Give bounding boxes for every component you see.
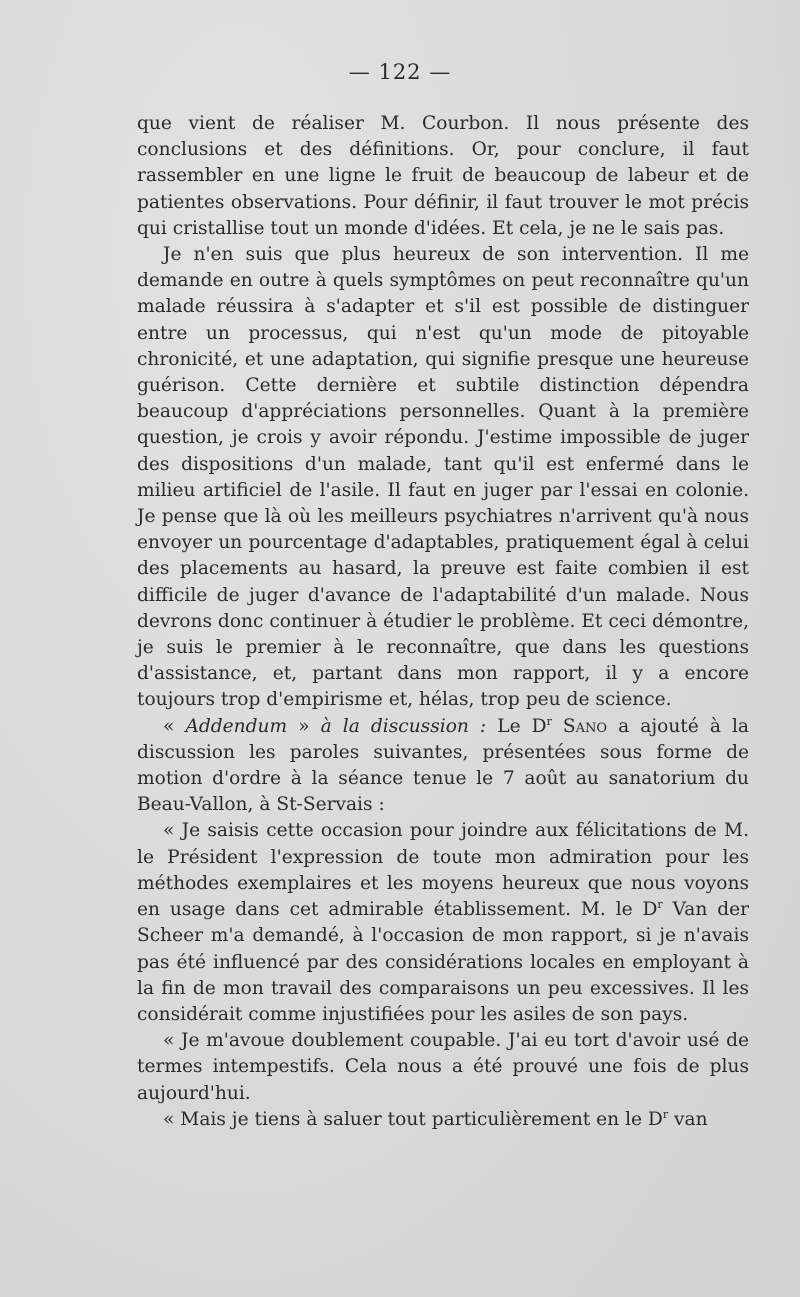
- paragraph-5: « Je m'avoue doublement coupable. J'ai eu tort d'avoir usé de termes intempestifs. Cela nous a été prouvé une fois de plus aujourd'hui.: [137, 1030, 749, 1104]
- paragraph-3-rest: a ajouté à la discussion les paroles suivantes, présentées sous forme de motion d'ordre à la séance tenue le 7 août au sanatorium du Beau-Vallon, à St-Servais :: [137, 715, 749, 816]
- dr-superscript: r: [657, 897, 663, 911]
- paragraph-4: « Je saisis cette occasion pour joindre aux félicitations de M. le Président l'expression de toute mon admiration pour les méthodes exemplaires et les moyens heureux que nous voyons en usage dans cet admirable établissement. M. le $D^r$ Van der Scheer m'a demandé, à l'occasion de mon rapport, si je n'avais pas été influencé par des considérations locales en employant à la fin de mon travail des comparaisons un peu excessives. Il les considérait comme injustifiées pour les asiles de son pays.: [137, 820, 749, 1025]
- dr-superscript: r: [662, 1107, 669, 1121]
- close-quote: »: [287, 715, 321, 737]
- open-quote: «: [163, 715, 186, 737]
- paragraph-2: Je n'en suis que plus heureux de son intervention. Il me demande en outre à quels symptômes on peut reconnaître qu'un malade réussira à s'adapter et s'il est possible de distinguer entre un processus, qui n'est qu'un mode de pitoyable chronicité, et une adaptation, qui signifie presque une heureuse guérison. Cette dernière et subtile distinction dépendra beaucoup d'appréciations personnelles. Quant à la première question, je crois y avoir répondu. J'estime impossible de juger des dispositions d'un malade, tant qu'il est enfermé dans le milieu artificiel de l'asile. Il faut en juger par l'essai en colonie. Je pense que là où les meilleurs psychiatres n'arrivent qu'à nous envoyer un pourcentage d'adaptables, pratiquement égal à celui des placements au hasard, la preuve est faite combien il est difficile de juger d'avance de l'adaptabilité d'un malade. Nous devrons donc continuer à étudier le problème. Et ceci démontre, je suis le premier à le reconnaître, que dans les questions d'assistance, et, partant dans mon rapport, il y a encore toujours trop d'empirisme et, hélas, trop peu de science.: [137, 244, 749, 711]
- body-text: [137, 111, 749, 1133]
- paragraph-6: « Mais je tiens à saluer tout particulièrement en le $D^r$ van: [163, 1107, 708, 1130]
- dr-superscript: r: [546, 714, 552, 728]
- page-number: — 122 —: [348, 60, 452, 84]
- doctor-name: Sano: [562, 715, 608, 737]
- discussion-heading: à la discussion :: [320, 715, 487, 737]
- addendum-word: Addendum: [185, 715, 288, 737]
- paragraph-1: que vient de réaliser M. Courbon. Il nous présente des conclusions et des définitions. Or, pour conclure, il faut rassembler en une ligne le fruit de beaucoup de labeur et de patientes observations. Pour définir, il faut trouver le mot précis qui cristallise tout un monde d'idées. Et cela, je ne le sais pas.: [137, 113, 749, 239]
- paragraph-3: [137, 714, 749, 819]
- le-doctor: Le D: [486, 715, 547, 737]
